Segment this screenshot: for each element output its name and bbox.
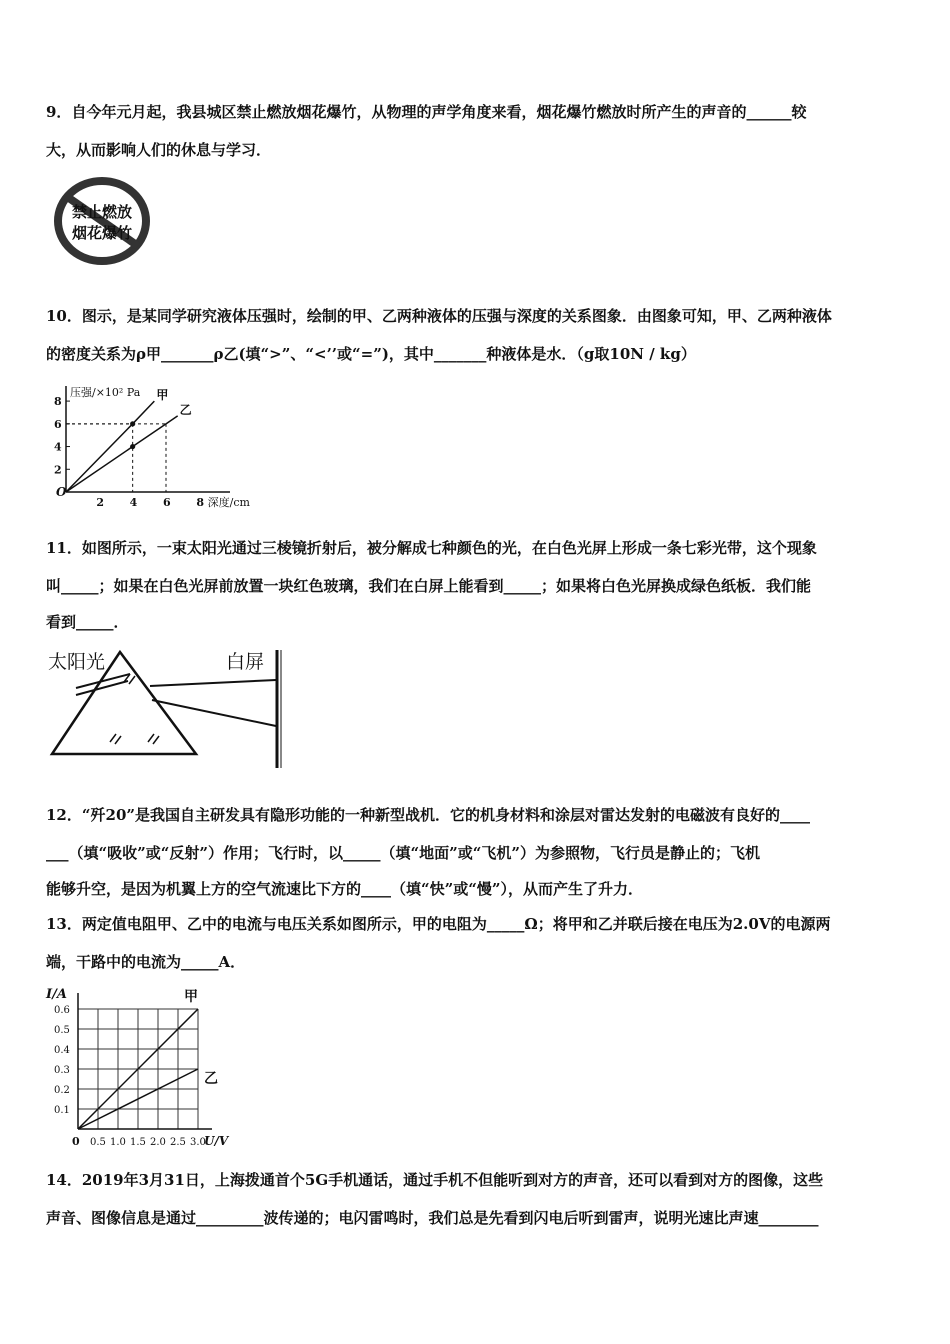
q9-line-1: 9．自今年元月起，我县城区禁止燃放烟花爆竹，从物理的声学角度来看，烟花爆竹燃放时所产生的声音的______较 <box>46 103 807 121</box>
series-line-甲 <box>66 401 154 492</box>
sign-text-top: 禁止燃放 <box>71 203 133 221</box>
y-tick-label: 0.4 <box>54 1045 70 1056</box>
q10-line-1: 10．图示，是某同学研究液体压强时，绘制的甲、乙两种液体的压强与深度的关系图象．由图象可知，甲、乙两种液体 <box>46 307 832 325</box>
y-tick-label: 0.2 <box>54 1085 70 1096</box>
q14-number: 14． <box>46 1171 82 1189</box>
series-line-乙 <box>66 416 178 492</box>
y-tick-label: 0.6 <box>54 1005 70 1016</box>
x-tick-label: 2.5 <box>170 1137 186 1148</box>
x-tick-label: 3.0 <box>190 1137 206 1148</box>
q13-line-1: 13．两定值电阻甲、乙中的电流与电压关系如图所示，甲的电阻为_____Ω；将甲和乙并联后接在电压为2.0V的电源两 <box>46 915 831 933</box>
pressure-depth-chart <box>44 380 264 510</box>
y-axis-label: I/A <box>46 987 67 1002</box>
y-tick-label: 4 <box>54 440 62 454</box>
q14-line-1: 14．2019年3月31日，上海拨通首个5G手机通话，通过手机不但能听到对方的声音，还可以看到对方的图像，这些 <box>46 1171 824 1189</box>
y-axis-label: 压强/×10² Pa <box>70 386 141 399</box>
y-tick-label: 0.3 <box>54 1065 70 1076</box>
series-label: 甲 <box>156 388 169 403</box>
x-tick-label: 6 <box>163 496 171 509</box>
q13-line-2: 端，干路中的电流为_____A． <box>46 953 246 971</box>
x-tick-label: 8 <box>196 496 204 509</box>
current-voltage-chart <box>40 984 270 1154</box>
q9-line-2: 大，从而影响人们的休息与学习． <box>46 141 272 159</box>
y-tick-label: 0.1 <box>54 1105 70 1116</box>
q11-number: 11． <box>46 539 82 557</box>
q12-line-3: 能够升空，是因为机翼上方的空气流速比下方的____（填“快”或“慢”），从而产生了升力． <box>46 880 644 898</box>
x-tick-label: 4 <box>129 496 138 509</box>
q12-line-1: 12．“歼20”是我国自主研发具有隐形功能的一种新型战机．它的机身材料和涂层对雷达发射的电磁波有良好的____ <box>46 806 811 824</box>
x-axis-label: U/V <box>204 1134 229 1148</box>
q11-line-2: 叫_____；如果在白色光屏前放置一块红色玻璃，我们在白屏上能看到_____；如果将白色光屏换成绿色纸板．我们能 <box>46 577 812 595</box>
x-tick-label: 0.5 <box>90 1137 106 1148</box>
q9-number: 9． <box>46 103 72 121</box>
origin-label: 0 <box>72 1135 80 1148</box>
series-label: 乙 <box>204 1071 218 1087</box>
x-axis-label: 深度/cm <box>207 496 250 509</box>
data-point <box>130 421 135 426</box>
no-fireworks-sign <box>52 176 152 266</box>
label-sunlight: 太阳光 <box>48 651 106 673</box>
sign-text-bottom: 烟花爆竹 <box>71 224 133 242</box>
x-tick-label: 1.5 <box>130 1137 146 1148</box>
y-tick-label: 6 <box>54 417 62 431</box>
q10-line-2: 的密度关系为ρ甲_______ρ乙(填“>”、“<’’或“=”)，其中_______种液体是水．（g取10N / kg） <box>46 345 696 363</box>
q13-number: 13． <box>46 915 82 933</box>
y-tick-label: 0.5 <box>54 1025 70 1036</box>
refracted-ray-bottom <box>152 700 276 726</box>
x-tick-label: 2 <box>96 496 104 509</box>
q10-number: 10． <box>46 307 82 325</box>
q12-number: 12． <box>46 806 82 824</box>
q11-line-3: 看到_____． <box>46 613 129 631</box>
origin-label: O <box>56 485 67 499</box>
data-point <box>130 444 135 449</box>
label-white-screen: 白屏 <box>226 651 265 673</box>
x-tick-label: 1.0 <box>110 1137 126 1148</box>
prism-diagram <box>44 644 284 772</box>
q12-line-2: ___（填“吸收”或“反射”）作用；飞行时，以_____（填“地面”或“飞机”）为参照物，飞行员是静止的；飞机 <box>46 844 761 862</box>
series-label: 甲 <box>184 989 198 1005</box>
y-tick-label: 2 <box>54 463 62 477</box>
x-tick-label: 2.0 <box>150 1137 166 1148</box>
sun-ray-lower <box>76 681 128 695</box>
q14-line-2: 声音、图像信息是通过_________波传递的；电闪雷鸣时，我们总是先看到闪电后听到雷声，说明光速比声速________ <box>46 1209 819 1227</box>
series-label: 乙 <box>179 402 192 417</box>
y-tick-label: 8 <box>54 395 62 409</box>
refracted-ray-top <box>150 680 276 686</box>
q11-line-1: 11．如图所示，一束太阳光通过三棱镜折射后，被分解成七种颜色的光，在白色光屏上形成一条七彩光带，这个现象 <box>46 539 817 557</box>
